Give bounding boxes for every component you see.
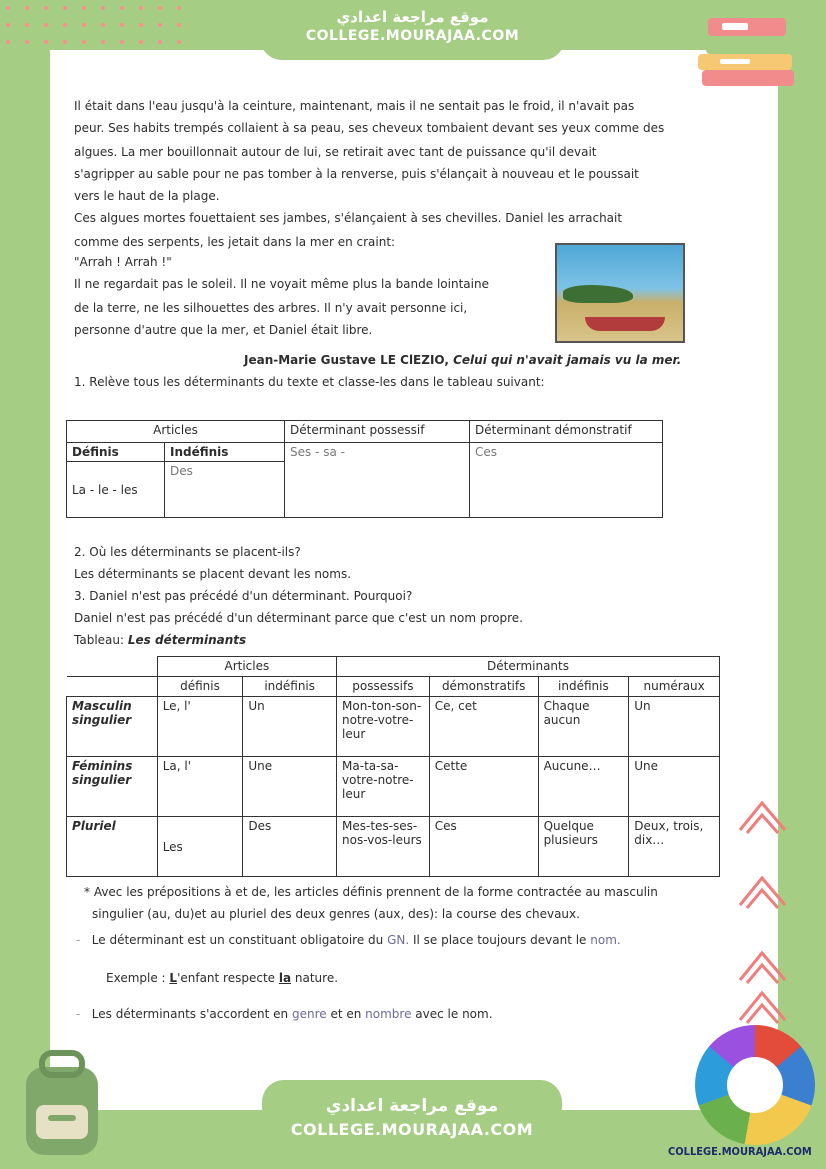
t2-cell: Mon-ton-son-notre-votre-leur [337, 697, 430, 757]
note-3-genre: genre [291, 1007, 327, 1021]
note-2-nom: nom. [590, 933, 621, 947]
note-3: - Les déterminants s'accordent en genre et en nombre avec le nom. [76, 1007, 493, 1021]
t2-cell: Chaque aucun [538, 697, 629, 757]
citation-book: Celui qui n'avait jamais vu la mer. [453, 353, 682, 367]
dot [25, 23, 29, 27]
t2-cell: Quelque plusieurs [538, 817, 629, 877]
question-1: 1. Relève tous les déterminants du texte et classe-les dans le tableau suivant: [74, 375, 545, 389]
note-1-line-1: * Avec les prépositions à et de, les articles définis prennent de la forme contractée au masculin [84, 885, 658, 899]
dot [101, 6, 105, 10]
beach-illustration [555, 243, 685, 343]
dot [158, 23, 162, 27]
determinants-table-2 [66, 656, 720, 877]
t2-row-label: Féminins singulier [67, 757, 158, 817]
t2-header-articles: Articles [157, 657, 336, 677]
backpack-icon [12, 1045, 112, 1160]
t1-header-indefinis: Indéfinis [165, 443, 285, 462]
citation-author: Jean-Marie Gustave LE ClEZIO, [244, 353, 449, 367]
decorative-dots [6, 6, 206, 56]
passage-line: "Arrah ! Arrah !" [74, 255, 172, 269]
t1-value-demonstratif: Ces [470, 443, 663, 518]
dot [120, 6, 124, 10]
t2-cell: Mes-tes-ses-nos-vos-leurs [337, 817, 430, 877]
t2-col-header: possessifs [337, 677, 430, 697]
t2-corner [67, 657, 158, 677]
dot [25, 40, 29, 44]
passage-line: algues. La mer bouillonnait autour de lui, se retirait avec tant de puissance qu'il devait [74, 145, 597, 159]
header-site-url[interactable]: COLLEGE.MOURAJAA.COM [305, 28, 520, 44]
passage-line: peur. Ses habits trempés collaient à sa peau, ses cheveux tombaient devant ses yeux comme des [74, 121, 665, 135]
t2-col-header: indéfinis [243, 677, 337, 697]
passage-line: personne d'autre que la mer, et Daniel était libre. [74, 323, 373, 337]
table-row [67, 817, 720, 877]
dot [44, 40, 48, 44]
note-3-nombre: nombre [365, 1007, 412, 1021]
t2-cell: Une [243, 757, 337, 817]
dot [6, 23, 10, 27]
t1-value-definis: La - le - les [67, 462, 165, 518]
t2-cell: Un [243, 697, 337, 757]
example-line: Exemple : L'enfant respecte la nature. [106, 971, 339, 985]
passage-line: de la terre, ne les silhouettes des arbres. Il n'y avait personne ici, [74, 301, 468, 315]
passage-line: Il ne regardait pas le soleil. Il ne voyait même plus la bande lointaine [74, 277, 489, 291]
passage-line: comme des serpents, les jetait dans la mer en craint: [74, 235, 396, 249]
chevron-up-icon [735, 795, 790, 835]
t2-cell: Ce, cet [429, 697, 538, 757]
t2-row-label: Pluriel [67, 817, 158, 877]
chevron-up-icon [735, 870, 790, 910]
dot [139, 23, 143, 27]
answer-2: Les déterminants se placent devant les noms. [74, 567, 352, 581]
t2-corner-2 [67, 677, 158, 697]
dot [158, 6, 162, 10]
t2-cell: Un [629, 697, 720, 757]
chevron-up-icon [735, 985, 790, 1025]
answer-3: Daniel n'est pas précédé d'un déterminant parce que c'est un nom propre. [74, 611, 523, 625]
dot [63, 40, 67, 44]
passage-line: Ces algues mortes fouettaient ses jambes, s'élançaient à ses chevilles. Daniel les arrachait [74, 211, 623, 225]
dot [101, 40, 105, 44]
note-2-gn: GN. [387, 933, 410, 947]
dot [25, 6, 29, 10]
dot [44, 6, 48, 10]
dot [120, 40, 124, 44]
citation [244, 350, 681, 370]
table-row [67, 757, 720, 817]
determinants-table-1 [66, 420, 663, 518]
t2-header-determinants: Déterminants [337, 657, 720, 677]
t2-col-header: démonstratifs [429, 677, 538, 697]
passage-line: Il était dans l'eau jusqu'à la ceinture, maintenant, mais il ne sentait pas le froid, il n'avait pas [74, 99, 635, 113]
dot [6, 40, 10, 44]
dot [101, 23, 105, 27]
dot [158, 40, 162, 44]
t1-value-indefinis: Des [165, 462, 285, 518]
dot [63, 23, 67, 27]
t2-row-label: Masculin singulier [67, 697, 158, 757]
t2-cell: Des [243, 817, 337, 877]
t1-value-possessif: Ses - sa - [285, 443, 470, 518]
books-icon [692, 12, 802, 92]
dot [177, 40, 181, 44]
dot [6, 6, 10, 10]
dot [82, 6, 86, 10]
t2-cell: Aucune… [538, 757, 629, 817]
t2-cell: Deux, trois, dix… [629, 817, 720, 877]
footer-site-url[interactable]: COLLEGE.MOURAJAA.COM [290, 1120, 534, 1139]
question-2: 2. Où les déterminants se placent-ils? [74, 545, 301, 559]
t2-cell: Une [629, 757, 720, 817]
t1-header-demonstratif: Déterminant démonstratif [470, 421, 663, 443]
dot [177, 6, 181, 10]
passage-line: s'agripper au sable pour ne pas tomber à la renverse, puis s'élançait à nouveau et le poussait [74, 167, 639, 181]
t2-cell: Ma-ta-sa-votre-notre-leur [337, 757, 430, 817]
dot [82, 40, 86, 44]
table-row [67, 697, 720, 757]
t2-col-header: définis [157, 677, 243, 697]
t2-cell: Les [157, 817, 243, 877]
chevron-up-icon [735, 945, 790, 985]
dot [177, 23, 181, 27]
t1-header-articles: Articles [67, 421, 285, 443]
dot [82, 23, 86, 27]
tableau-label: Tableau: [74, 633, 125, 647]
subjects-wheel-logo [695, 1025, 815, 1145]
passage-line: vers le haut de la plage. [74, 189, 220, 203]
brand-url[interactable]: COLLEGE.MOURAJAA.COM [668, 1145, 812, 1158]
tableau-heading [74, 630, 246, 650]
t2-cell: Cette [429, 757, 538, 817]
dot [139, 6, 143, 10]
t2-col-header: numéraux [629, 677, 720, 697]
footer-banner [262, 1080, 562, 1169]
dot [63, 6, 67, 10]
header-banner [260, 0, 565, 60]
t1-header-definis: Définis [67, 443, 165, 462]
dot [139, 40, 143, 44]
question-3: 3. Daniel n'est pas précédé d'un déterminant. Pourquoi? [74, 589, 413, 603]
t2-cell: Le, l' [157, 697, 243, 757]
t1-header-possessif: Déterminant possessif [285, 421, 470, 443]
dot [120, 23, 124, 27]
header-site-arabic: موقع مراجعة اعدادي [336, 8, 489, 26]
note-2: - Le déterminant est un constituant obligatoire du GN. Il se place toujours devant le nom. [76, 933, 621, 947]
footer-site-arabic: موقع مراجعة اعدادي [325, 1096, 499, 1116]
t2-cell: La, l' [157, 757, 243, 817]
t2-col-header: indéfinis [538, 677, 629, 697]
dot [44, 23, 48, 27]
t2-cell: Ces [429, 817, 538, 877]
tableau-title: Les déterminants [127, 633, 247, 647]
note-1-line-2: singulier (au, du)et au pluriel des deux genres (aux, des): la course des chevaux. [92, 907, 580, 921]
